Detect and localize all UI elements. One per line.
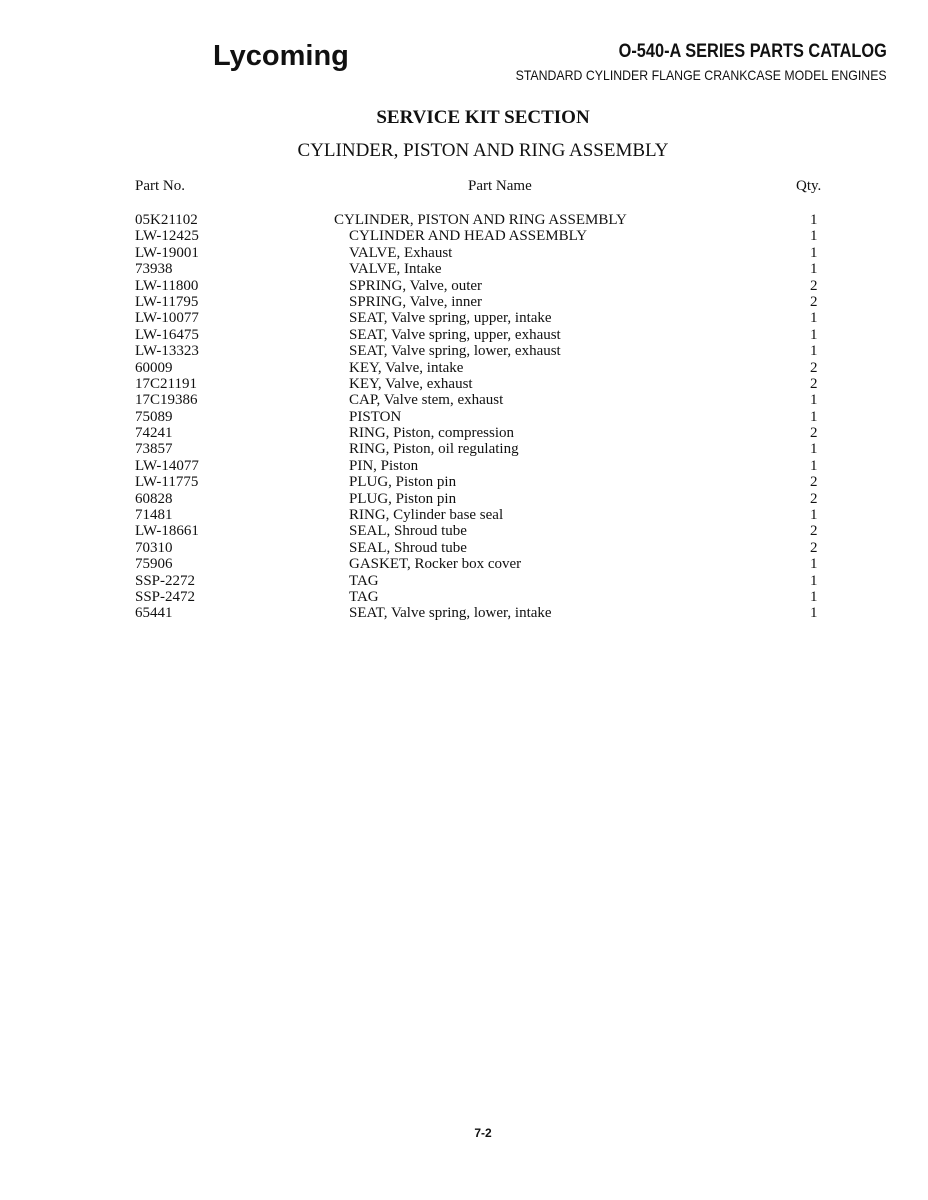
- table-row: [0, 343, 928, 359]
- table-row: [0, 573, 928, 589]
- catalog-title: O-540-A SERIES PARTS CATALOG: [618, 41, 887, 62]
- quantity-cell: 1: [810, 261, 818, 278]
- table-row: [0, 228, 928, 244]
- section-title: SERVICE KIT SECTION: [376, 107, 590, 128]
- part-number-cell: LW-10077: [135, 310, 199, 327]
- part-name-cell: TAG: [349, 588, 379, 605]
- part-number-cell: 73938: [135, 261, 173, 278]
- part-name-cell: GASKET, Rocker box cover: [349, 556, 522, 573]
- part-name-cell: SEAL, Shroud tube: [349, 539, 467, 556]
- part-number-cell: LW-16475: [135, 326, 199, 343]
- quantity-cell: 1: [810, 457, 818, 474]
- column-header-qty: Qty.: [796, 178, 822, 194]
- table-row: [0, 212, 928, 228]
- part-number-cell: 60009: [135, 359, 173, 376]
- quantity-cell: 1: [810, 244, 818, 261]
- table-row: [0, 589, 928, 605]
- brand-logo-text: Lycoming: [213, 40, 349, 72]
- part-number-cell: LW-11775: [135, 474, 199, 491]
- part-number-cell: LW-13323: [135, 343, 199, 360]
- part-name-cell: SEAT, Valve spring, lower, exhaust: [349, 343, 561, 360]
- part-name-cell: PIN, Piston: [349, 457, 419, 474]
- quantity-cell: 2: [810, 523, 818, 540]
- quantity-cell: 1: [810, 572, 818, 589]
- quantity-cell: 1: [810, 441, 818, 458]
- table-row: [0, 605, 928, 621]
- part-number-cell: LW-14077: [135, 457, 199, 474]
- quantity-cell: 1: [810, 343, 818, 360]
- part-number-cell: LW-18661: [135, 523, 199, 540]
- quantity-cell: 1: [810, 326, 818, 343]
- table-row: [0, 278, 928, 294]
- part-name-cell: PLUG, Piston pin: [349, 490, 457, 507]
- quantity-cell: 2: [810, 490, 818, 507]
- part-number-cell: LW-11795: [135, 293, 199, 310]
- part-number-cell: 65441: [135, 605, 173, 622]
- table-row: [0, 327, 928, 343]
- quantity-cell: 2: [810, 474, 818, 491]
- quantity-cell: 2: [810, 359, 818, 376]
- part-number-cell: 60828: [135, 490, 173, 507]
- part-name-cell: RING, Piston, compression: [349, 425, 514, 442]
- part-name-cell: SPRING, Valve, inner: [349, 293, 483, 310]
- part-name-cell: VALVE, Intake: [349, 261, 442, 278]
- part-number-cell: 75089: [135, 408, 173, 425]
- part-name-cell: PISTON: [349, 408, 402, 425]
- quantity-cell: 1: [810, 507, 818, 524]
- quantity-cell: 2: [810, 293, 818, 310]
- quantity-cell: 1: [810, 228, 818, 245]
- quantity-cell: 2: [810, 425, 818, 442]
- part-number-cell: 17C19386: [135, 392, 198, 409]
- assembly-title: CYLINDER, PISTON AND RING ASSEMBLY: [297, 140, 669, 161]
- part-name-cell: CYLINDER, PISTON AND RING ASSEMBLY: [334, 212, 627, 228]
- table-row: [0, 441, 928, 457]
- part-number-cell: LW-12425: [135, 228, 199, 245]
- part-number-cell: SSP-2472: [135, 588, 196, 605]
- table-row: [0, 409, 928, 425]
- parts-table: [0, 212, 928, 622]
- page-number: 7-2: [474, 1126, 492, 1140]
- part-number-cell: 73857: [135, 441, 173, 458]
- part-name-cell: CYLINDER AND HEAD ASSEMBLY: [349, 228, 588, 245]
- quantity-cell: 2: [810, 539, 818, 556]
- table-row: [0, 491, 928, 507]
- table-row: [0, 556, 928, 572]
- part-number-cell: 71481: [135, 507, 173, 524]
- part-name-cell: SEAT, Valve spring, upper, intake: [349, 310, 552, 327]
- quantity-cell: 1: [810, 392, 818, 409]
- quantity-cell: 1: [810, 605, 818, 622]
- column-header-part-no: Part No.: [135, 178, 185, 194]
- table-row: [0, 507, 928, 523]
- table-row: [0, 540, 928, 556]
- table-row: [0, 360, 928, 376]
- table-row: [0, 425, 928, 441]
- part-name-cell: KEY, Valve, intake: [349, 359, 464, 376]
- quantity-cell: 2: [810, 277, 818, 294]
- part-name-cell: SPRING, Valve, outer: [349, 277, 483, 294]
- part-number-cell: 74241: [135, 425, 173, 442]
- part-number-cell: 05K21102: [135, 212, 198, 228]
- part-name-cell: TAG: [349, 572, 379, 589]
- part-name-cell: CAP, Valve stem, exhaust: [349, 392, 504, 409]
- quantity-cell: 1: [810, 588, 818, 605]
- part-name-cell: SEAL, Shroud tube: [349, 523, 467, 540]
- part-name-cell: VALVE, Exhaust: [349, 244, 453, 261]
- part-name-cell: RING, Cylinder base seal: [349, 507, 504, 524]
- part-number-cell: SSP-2272: [135, 572, 196, 589]
- table-row: [0, 458, 928, 474]
- part-number-cell: LW-19001: [135, 244, 199, 261]
- quantity-cell: 1: [810, 212, 818, 228]
- table-row: [0, 261, 928, 277]
- quantity-cell: 1: [810, 310, 818, 327]
- table-row: [0, 523, 928, 539]
- part-name-cell: SEAT, Valve spring, lower, intake: [349, 605, 552, 622]
- column-header-part-name: Part Name: [468, 178, 532, 194]
- quantity-cell: 1: [810, 408, 818, 425]
- part-number-cell: LW-11800: [135, 277, 199, 294]
- table-row: [0, 294, 928, 310]
- table-row: [0, 310, 928, 326]
- part-number-cell: 75906: [135, 556, 173, 573]
- table-row: [0, 392, 928, 408]
- table-row: [0, 376, 928, 392]
- part-name-cell: RING, Piston, oil regulating: [349, 441, 519, 458]
- part-name-cell: SEAT, Valve spring, upper, exhaust: [349, 326, 561, 343]
- table-row: [0, 474, 928, 490]
- part-name-cell: PLUG, Piston pin: [349, 474, 457, 491]
- part-number-cell: 17C21191: [135, 375, 197, 392]
- quantity-cell: 1: [810, 556, 818, 573]
- part-number-cell: 70310: [135, 539, 173, 556]
- quantity-cell: 2: [810, 375, 818, 392]
- catalog-subtitle: STANDARD CYLINDER FLANGE CRANKCASE MODEL ENGINES: [515, 67, 887, 83]
- part-name-cell: KEY, Valve, exhaust: [349, 375, 473, 392]
- table-row: [0, 245, 928, 261]
